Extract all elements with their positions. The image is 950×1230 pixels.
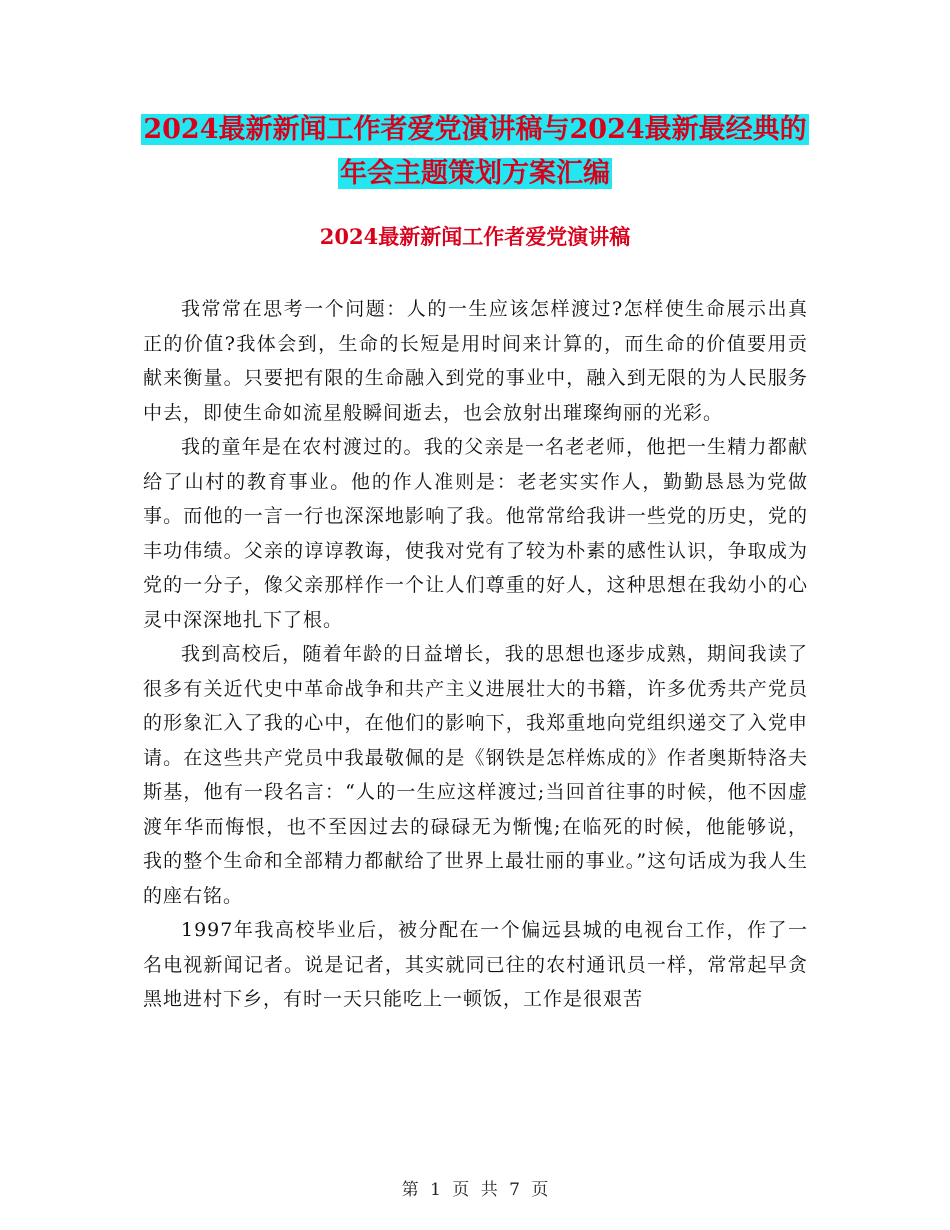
paragraph: 我到高校后，随着年龄的日益增长，我的思想也逐步成熟，期间我读了很多有关近代史中革命战争和共产主义进展壮大的书籍，许多优秀共产党员的形象汇入了我的心中，在他们的影响下，我郑重地向党组织递交了入党申请。在这些共产党员中我最敬佩的是《钢铁是怎样炼成的》作者奥斯特洛夫斯基，他有一段名言：“人的一生应这样渡过;当回首往事的时候，他不因虚渡年华而悔恨，也不至因过去的碌碌无为惭愧;在临死的时候，他能够说，我的整个生命和全部精力都献给了世界上最壮丽的事业。”这句话成为我人生的座右铭。 (143, 643, 808, 907)
document-title-line-1-text: 2024最新新闻工作者爱党演讲稿与2024最新最经典的 (143, 114, 807, 145)
document-body (143, 292, 808, 1017)
paragraph: 我常常在思考一个问题：人的一生应该怎样渡过?怎样使生命展示出真正的价值?我体会到，生命的长短是用时间来计算的，而生命的价值要用贡献来衡量。只要把有限的生命融入到党的事业中，融入到无限的为人民服务中去，即使生命如流星般瞬间逝去，也会放射出璀璨绚丽的光彩。 (143, 298, 808, 424)
paragraph: 1997年我高校毕业后，被分配在一个偏远县城的电视台工作，作了一名电视新闻记者。说是记者，其实就同已往的农村通讯员一样，常常起早贪黑地进村下乡，有时一天只能吃上一顿饭，工作是很艰苦 (143, 919, 808, 1010)
paragraph: 我的童年是在农村渡过的。我的父亲是一名老老师，他把一生精力都献给了山村的教育事业。他的作人准则是：老老实实作人，勤勤恳恳为党做事。而他的一言一行也深深地影响了我。他常常给我讲一些党的历史，党的丰功伟绩。父亲的谆谆教诲，使我对党有了较为朴素的感性认识，争取成为党的一分子，像父亲那样作一个让人们尊重的好人，这种思想在我幼小的心灵中深深地扎下了根。 (143, 436, 808, 631)
document-title-line-2-text: 年会主题策划方案汇编 (340, 158, 610, 189)
page-footer: 第 1 页 共 7 页 (401, 1180, 549, 1200)
document-title-line-2 (0, 156, 950, 192)
document-title-line-1 (0, 112, 950, 148)
section-title: 2024最新新闻工作者爱党演讲稿 (319, 224, 631, 249)
